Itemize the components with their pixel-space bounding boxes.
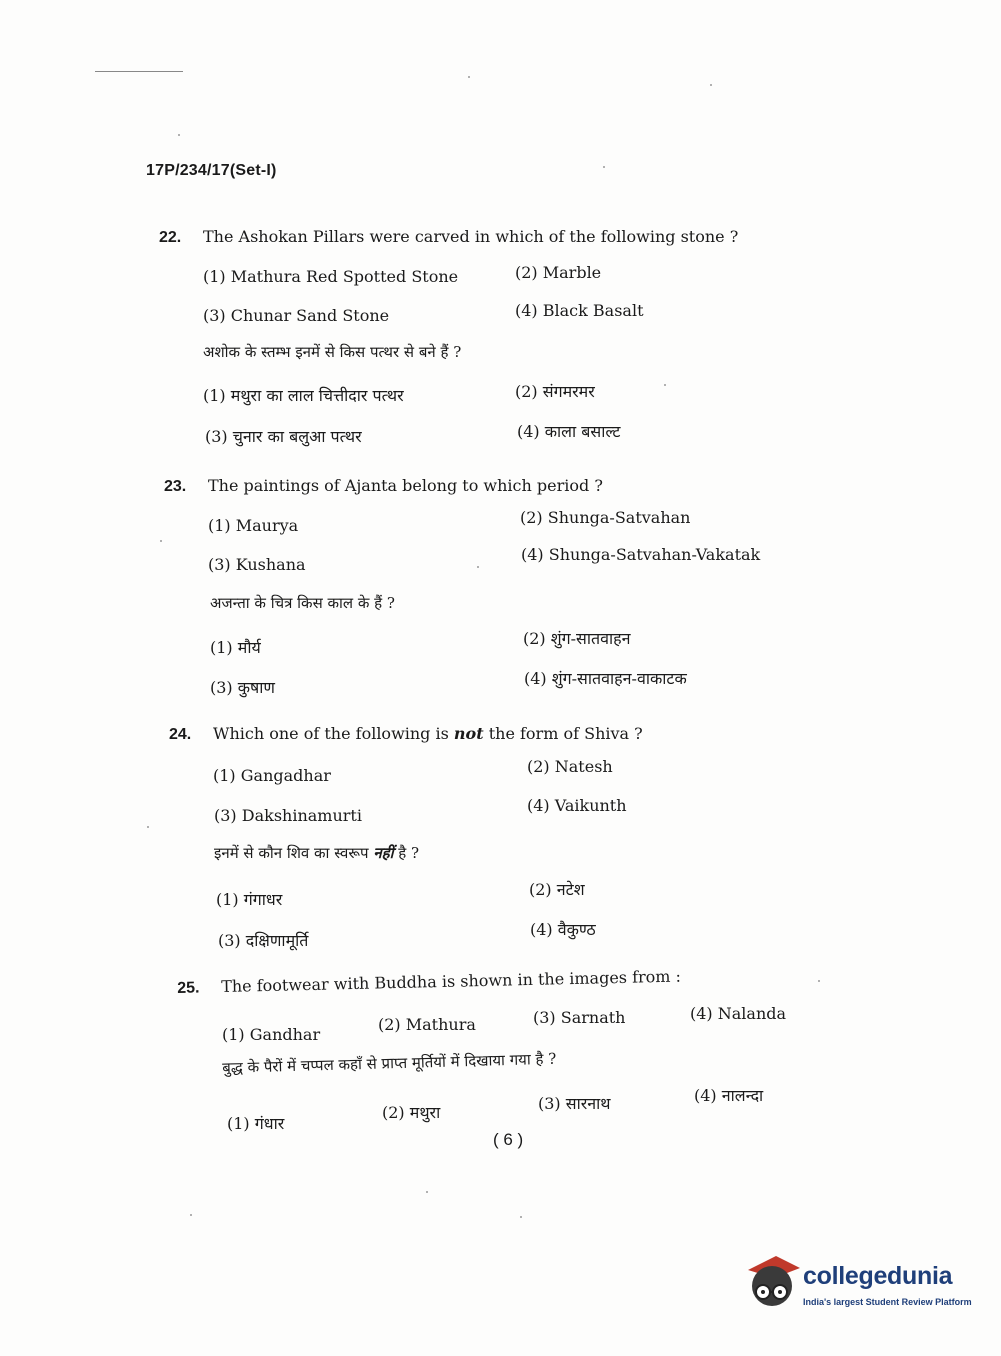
question-text-en-end: the form of Shiva ?: [483, 724, 643, 743]
brand-name: collegedunia: [803, 1262, 953, 1290]
question-number: 23.: [164, 478, 187, 495]
option-en: (4) Shunga-Satvahan-Vakatak: [521, 545, 761, 564]
question-text-en: The paintings of Ajanta belong to which period ?: [208, 476, 603, 495]
scan-speck: [178, 134, 180, 136]
scan-speck: [818, 980, 820, 982]
question-25: [177, 967, 681, 998]
scan-speck: [520, 1216, 522, 1218]
option-hi: (2) शुंग-सातवाहन: [523, 629, 631, 648]
question-text-en: The Ashokan Pillars were carved in which of the following stone ?: [203, 227, 739, 246]
scan-speck: [603, 166, 605, 168]
option-hi: (3) सारनाथ: [538, 1094, 611, 1113]
option-hi: (1) गंधार: [227, 1114, 285, 1133]
option-hi: (4) नालन्दा: [694, 1086, 764, 1105]
option-en: (3) Sarnath: [533, 1008, 626, 1027]
header-rule: [95, 71, 183, 72]
option-en: (4) Vaikunth: [527, 796, 627, 815]
question-23: [164, 476, 603, 496]
question-24: [169, 724, 643, 744]
option-hi: (2) नटेश: [529, 880, 585, 899]
question-text-en: The footwear with Buddha is shown in the images from :: [220, 966, 682, 996]
question-number: 24.: [169, 726, 192, 743]
option-hi: (3) कुषाण: [210, 678, 275, 697]
scan-speck: [190, 1214, 192, 1216]
option-en: (4) Nalanda: [690, 1004, 787, 1023]
option-en: (2) Mathura: [378, 1015, 476, 1034]
option-hi: (3) चुनार का बलुआ पत्थर: [205, 427, 362, 446]
question-text-hi-start: इनमें से कौन शिव का स्वरूप: [214, 844, 374, 862]
option-en: (3) Dakshinamurti: [214, 806, 362, 825]
emphasis-not: not: [453, 724, 484, 743]
option-hi: (2) संगमरमर: [515, 382, 595, 401]
scan-speck: [426, 1191, 428, 1193]
option-hi: (4) वैकुण्ठ: [530, 920, 596, 939]
question-text-hi: अशोक के स्तम्भ इनमें से किस पत्थर से बने हैं ?: [203, 343, 462, 361]
option-en: (1) Mathura Red Spotted Stone: [203, 267, 459, 286]
question-text-hi: अजन्ता के चित्र किस काल के हैं ?: [210, 594, 395, 612]
question-number: 22.: [159, 229, 182, 246]
scan-speck: [477, 566, 479, 568]
emphasis-nahin: नहीं: [373, 844, 394, 862]
question-text-en-start: Which one of the following is: [213, 724, 454, 743]
option-hi: (1) मथुरा का लाल चित्तीदार पत्थर: [203, 386, 404, 405]
option-hi: (2) मथुरा: [382, 1103, 441, 1122]
option-en: (1) Maurya: [208, 516, 299, 535]
option-en: (1) Gangadhar: [213, 766, 331, 785]
scan-speck: [147, 826, 149, 828]
scan-speck: [468, 76, 470, 78]
scan-speck: [160, 540, 162, 542]
scan-speck: [664, 384, 666, 386]
paper-code: 17P/234/17(Set-I): [146, 162, 277, 179]
option-en: (3) Chunar Sand Stone: [203, 306, 390, 325]
option-en: (3) Kushana: [208, 555, 306, 574]
mascot-icon: [748, 1256, 800, 1306]
scan-speck: [710, 84, 712, 86]
option-hi: (3) दक्षिणामूर्ति: [218, 931, 309, 950]
option-en: (4) Black Basalt: [515, 301, 644, 320]
brand-tagline: India's largest Student Review Platform: [803, 1297, 972, 1307]
option-hi: (1) मौर्य: [210, 638, 261, 657]
option-en: (2) Marble: [515, 263, 602, 282]
option-hi: (1) गंगाधर: [216, 890, 283, 909]
question-text-hi: बुद्ध के पैरों में चप्पल कहाँ से प्राप्त मूर्तियों में दिखाया गया है ?: [222, 1049, 557, 1077]
page-number: ( 6 ): [493, 1130, 524, 1149]
option-hi: (4) काला बसाल्ट: [517, 422, 621, 441]
option-en: (1) Gandhar: [222, 1025, 321, 1044]
question-text-hi: [214, 843, 419, 863]
option-en: (2) Natesh: [527, 757, 613, 776]
question-text-hi-end: है ?: [393, 844, 420, 862]
option-hi: (4) शुंग-सातवाहन-वाकाटक: [524, 669, 687, 688]
question-number: 25.: [177, 979, 200, 997]
option-en: (2) Shunga-Satvahan: [520, 508, 691, 527]
question-22: [159, 227, 738, 247]
